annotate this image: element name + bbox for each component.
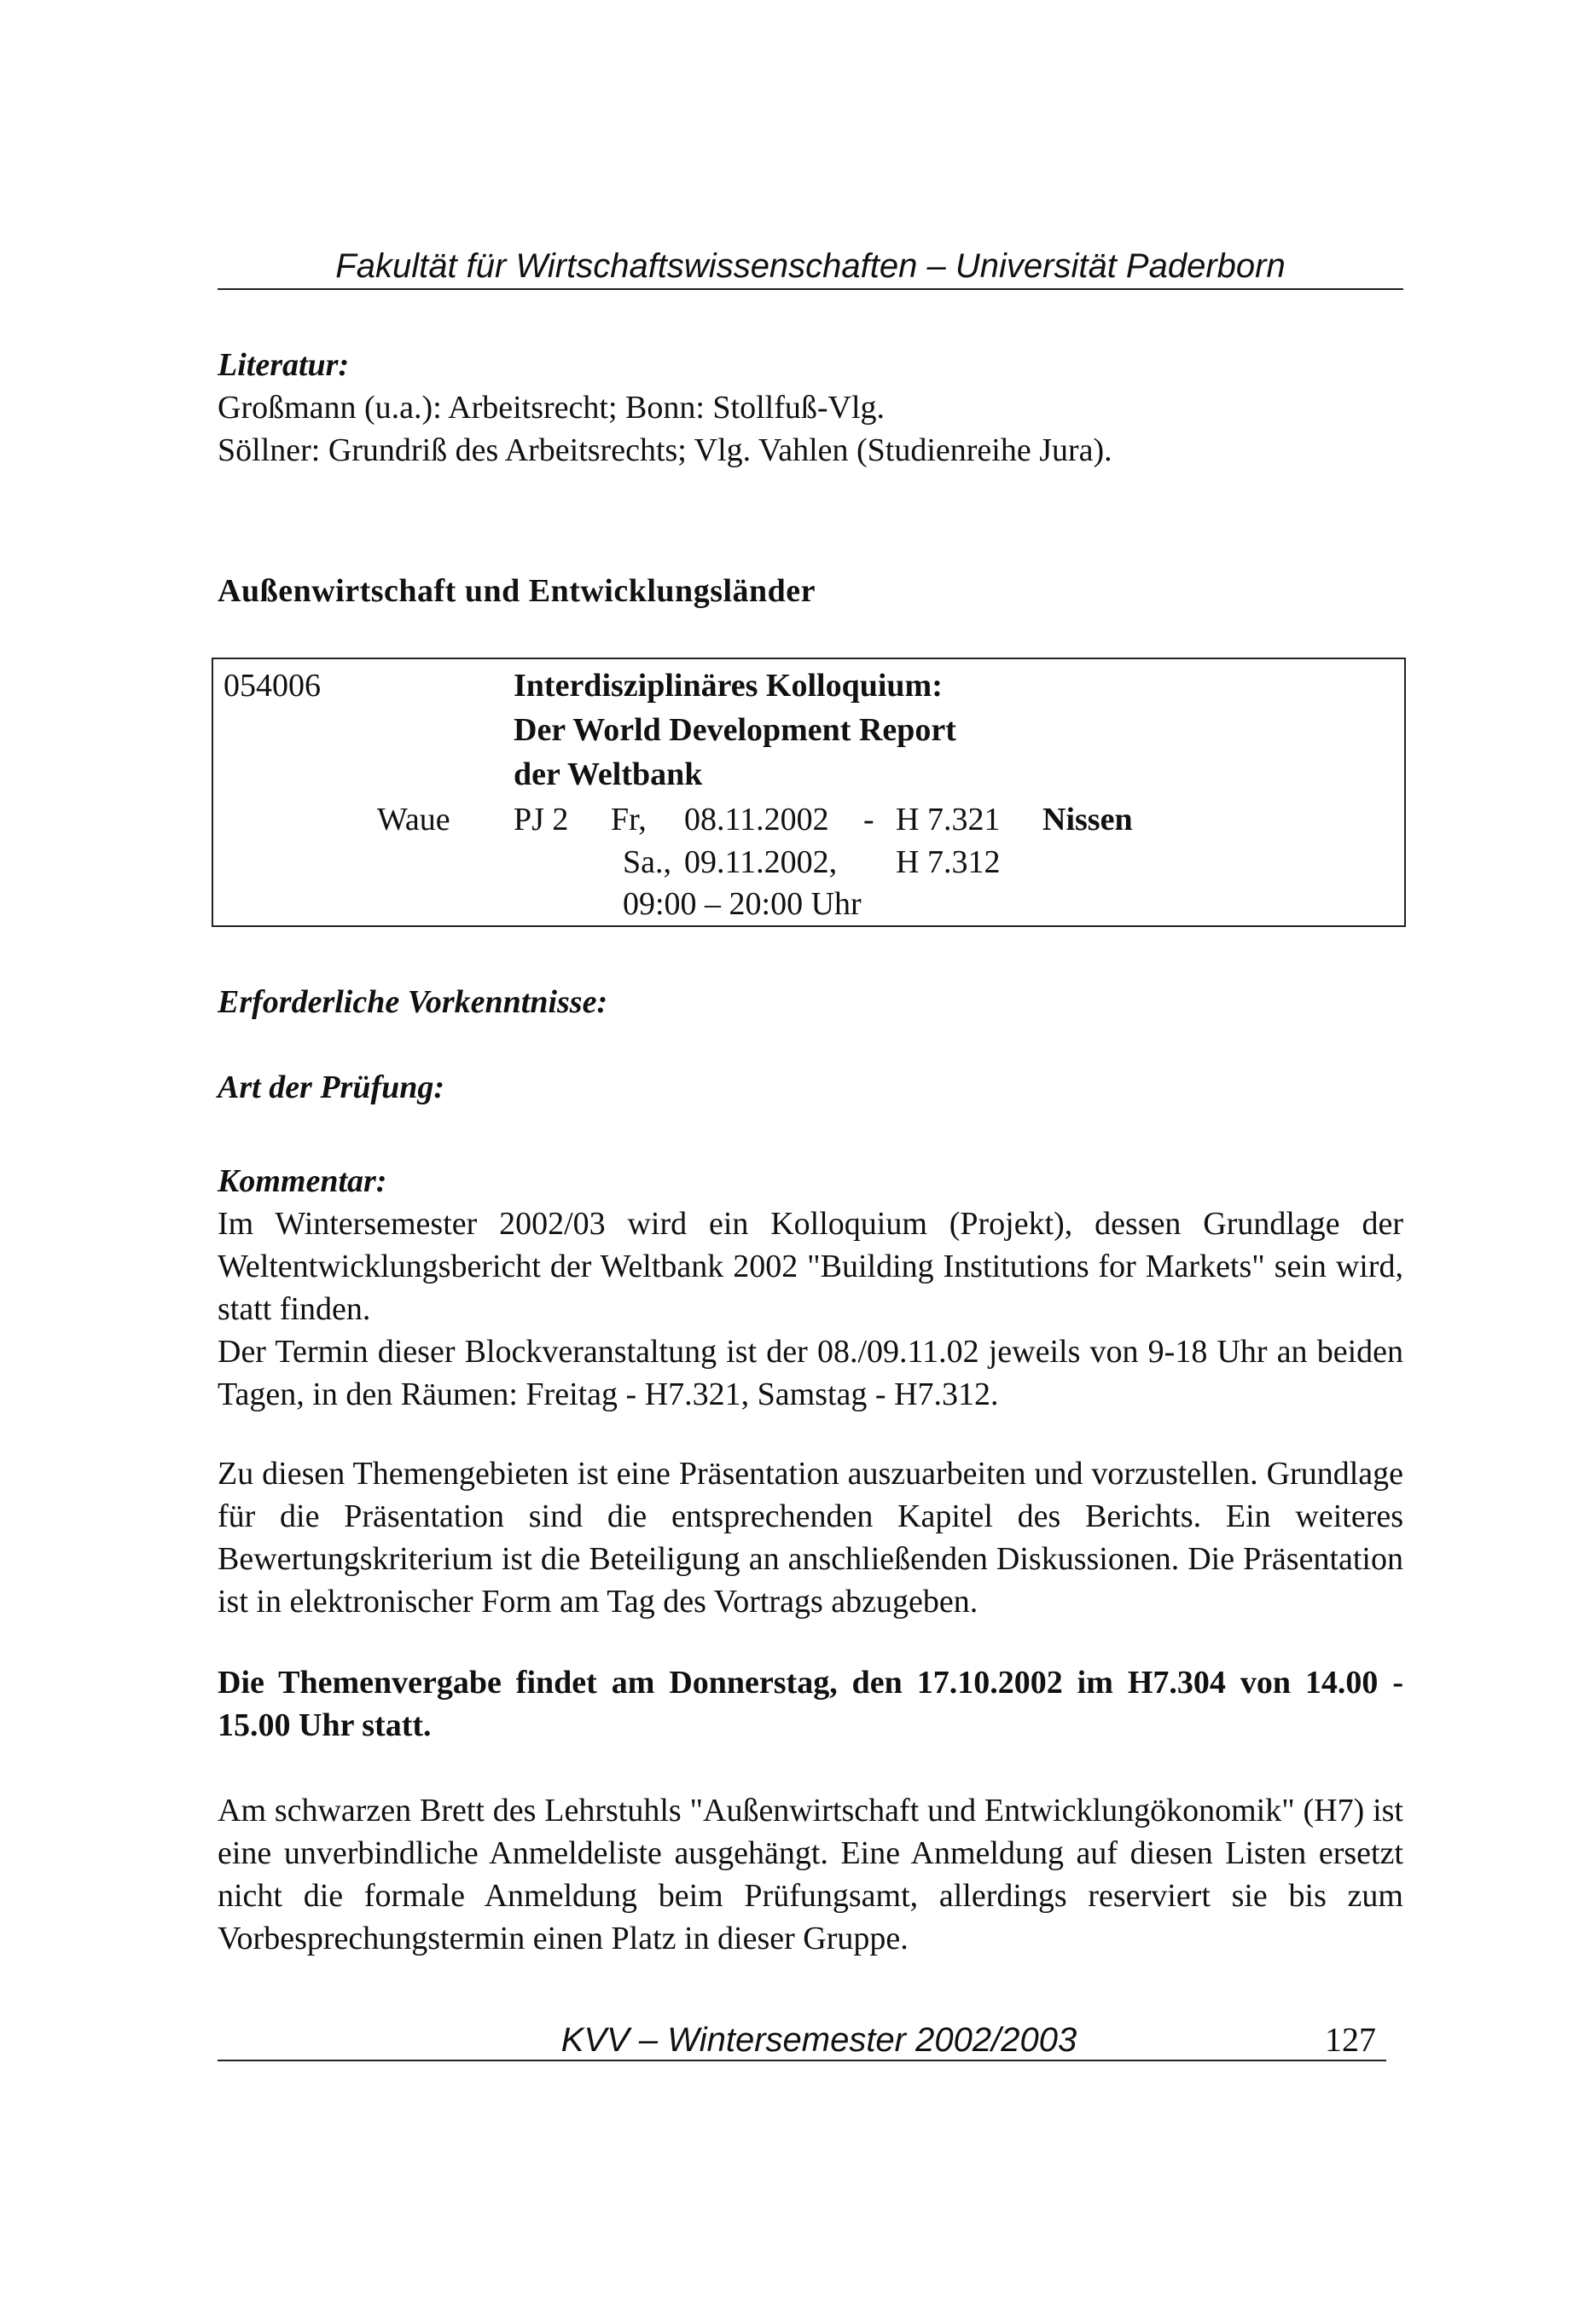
kommentar-paragraph-5: Am schwarzen Brett des Lehrstuhls "Außenwirtschaft und Entwicklungökonomik" (H7) ist eine unverbindliche Anmeldeliste ausgehängt. Eine Anmeldung auf diesen Listen ersetzt nicht die formale Anmeldung beim Prüfungsamt, allerdings reserviert sie bis zum Vorbesprechungstermin einen Platz in dieser Gruppe. [218, 1793, 1403, 1956]
literatur-item-2: Söllner: Grundriß des Arbeitsrechts; Vlg. Vahlen (Studienreihe Jura). [218, 432, 1112, 468]
course-lecturer: Nissen [1042, 802, 1133, 837]
kommentar-paragraph-2: Der Termin dieser Blockveranstaltung ist der 08./09.11.02 jeweils von 9-18 Uhr an beiden Tagen, in den Räumen: Freitag - H7.321, Samstag - H7.312. [218, 1334, 1403, 1412]
kommentar-paragraph-3: Zu diesen Themengebieten ist eine Präsentation auszuarbeiten und vorzustellen. Grundlage für die Präsentation sind die entsprechenden Kapitel des Berichts. Ein weiteres Bewertungskriterium ist die Beteiligung an anschließenden Diskussionen. Die Präsentation ist in elektronischer Form am Tag des Vortrags abzugeben. [218, 1456, 1403, 1620]
page-number: 127 [1325, 2020, 1376, 2059]
pruefung-label: Art der Prüfung: [218, 1069, 445, 1105]
page-header: Fakultät für Wirtschaftswissenschaften – Universität Paderborn [335, 247, 1286, 285]
course-number: 054006 [224, 668, 321, 704]
schedule-room-2: H 7.312 [896, 844, 1001, 880]
course-short-name: Waue [377, 802, 450, 837]
kommentar-paragraph-4: Die Themenvergabe findet am Donnerstag, den 17.10.2002 im H7.304 von 14.00 - 15.00 Uhr statt. [218, 1665, 1403, 1743]
literatur-item-1: Großmann (u.a.): Arbeitsrecht; Bonn: Stollfuß-Vlg. [218, 390, 886, 426]
schedule-day-2: Sa., [623, 844, 671, 880]
kommentar-paragraph-1: Im Wintersemester 2002/03 wird ein Kolloquium (Projekt), dessen Grundlage der Weltentwicklungsbericht der Weltbank 2002 "Building Institutions for Markets" sein wird, statt finden. [218, 1206, 1403, 1327]
course-type: PJ 2 [514, 802, 569, 837]
schedule-date-1: 08.11.2002 [684, 802, 829, 837]
course-time: 09:00 – 20:00 Uhr [623, 886, 862, 922]
course-title-line-2: Der World Development Report [514, 712, 956, 748]
literatur-label: Literatur: [218, 347, 350, 383]
header-rule [218, 288, 1403, 290]
schedule-day-1: Fr, [611, 802, 647, 837]
section-title: Außenwirtschaft und Entwicklungsländer [218, 573, 816, 609]
schedule-dash-1: - [863, 802, 874, 837]
schedule-date-2: 09.11.2002, [684, 844, 838, 880]
course-title-line-3: der Weltbank [514, 756, 703, 792]
vorkenntnisse-label: Erforderliche Vorkenntnisse: [218, 984, 608, 1020]
footer-rule [218, 2060, 1386, 2061]
course-box [212, 658, 1406, 927]
kommentar-label: Kommentar: [218, 1163, 387, 1199]
page-footer: KVV – Wintersemester 2002/2003 [560, 2021, 1077, 2059]
course-title-line-1: Interdisziplinäres Kolloquium: [514, 668, 943, 704]
schedule-room-1: H 7.321 [896, 802, 1001, 837]
